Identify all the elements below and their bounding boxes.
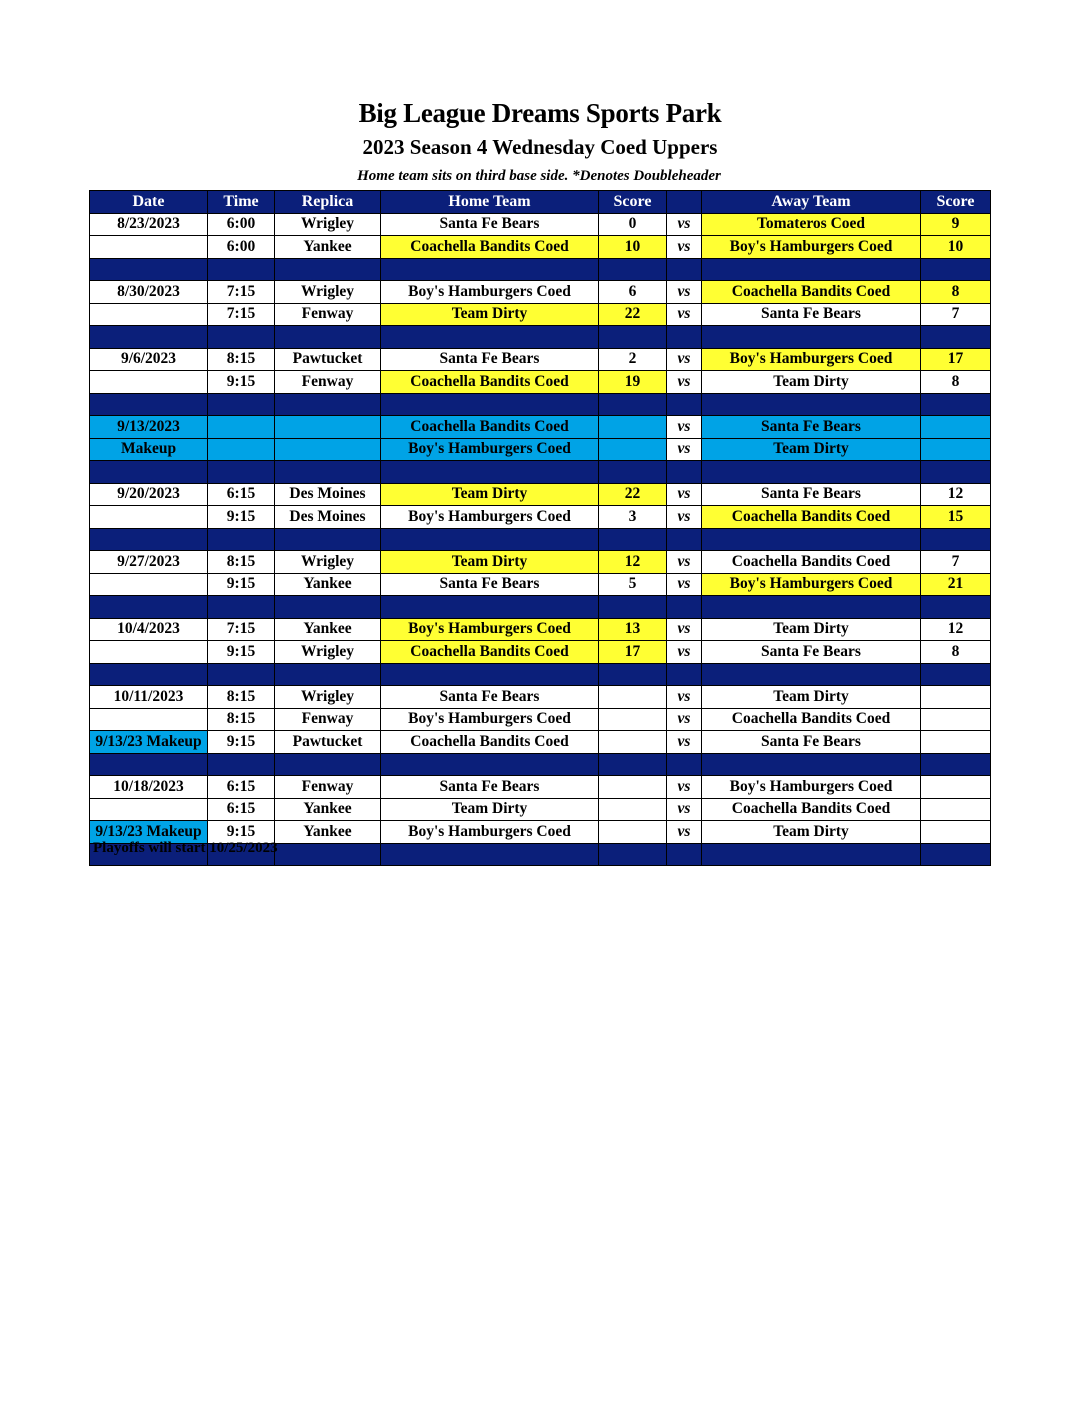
away-score-cell: 10 [921, 236, 991, 259]
home-score-cell: 22 [599, 303, 667, 326]
vs-cell: vs [667, 213, 702, 236]
separator-cell [208, 663, 275, 686]
home-score-cell [599, 731, 667, 754]
time-cell [208, 438, 275, 461]
game-row [90, 281, 991, 304]
date-cell: 9/13/23 Makeup [90, 821, 208, 844]
vs-cell: vs [667, 506, 702, 529]
date-cell [90, 708, 208, 731]
game-row [90, 506, 991, 529]
game-row [90, 348, 991, 371]
col-header-away-team: Away Team [702, 191, 921, 214]
replica-cell: Pawtucket [275, 731, 381, 754]
separator-cell [667, 461, 702, 484]
col-header-vs [667, 191, 702, 214]
home-team-cell: Team Dirty [381, 798, 599, 821]
separator-cell [667, 753, 702, 776]
replica-cell: Yankee [275, 618, 381, 641]
separator-cell [921, 663, 991, 686]
col-header-away-score: Score [921, 191, 991, 214]
away-score-cell: 9 [921, 213, 991, 236]
date-cell: 9/27/2023 [90, 551, 208, 574]
date-cell [90, 506, 208, 529]
home-score-cell [599, 776, 667, 799]
separator-cell [702, 326, 921, 349]
home-score-cell: 10 [599, 236, 667, 259]
replica-cell: Wrigley [275, 686, 381, 709]
away-team-cell: Team Dirty [702, 821, 921, 844]
separator-cell [90, 326, 208, 349]
separator-cell [702, 528, 921, 551]
separator-cell [381, 843, 599, 866]
separator-cell [381, 753, 599, 776]
vs-cell: vs [667, 551, 702, 574]
home-team-cell: Santa Fe Bears [381, 348, 599, 371]
separator-cell [90, 528, 208, 551]
separator-cell [208, 326, 275, 349]
away-team-cell: Santa Fe Bears [702, 731, 921, 754]
away-score-cell: 12 [921, 618, 991, 641]
home-score-cell [599, 416, 667, 439]
replica-cell: Yankee [275, 573, 381, 596]
away-team-cell: Boy's Hamburgers Coed [702, 236, 921, 259]
separator-cell [90, 461, 208, 484]
home-team-cell: Santa Fe Bears [381, 573, 599, 596]
separator-cell [275, 461, 381, 484]
separator-cell [921, 596, 991, 619]
replica-cell: Yankee [275, 798, 381, 821]
home-score-cell [599, 798, 667, 821]
separator-cell [667, 393, 702, 416]
replica-cell: Wrigley [275, 213, 381, 236]
home-team-cell: Boy's Hamburgers Coed [381, 821, 599, 844]
away-score-cell [921, 821, 991, 844]
schedule-note: Home team sits on third base side. *Denotes Doubleheader [357, 168, 721, 184]
home-team-cell: Coachella Bandits Coed [381, 641, 599, 664]
home-score-cell: 22 [599, 483, 667, 506]
away-score-cell [921, 438, 991, 461]
away-score-cell [921, 798, 991, 821]
playoffs-note: Playoffs will start 10/25/2023 [93, 840, 278, 856]
separator-cell [275, 326, 381, 349]
away-team-cell: Team Dirty [702, 438, 921, 461]
separator-cell [921, 753, 991, 776]
home-score-cell [599, 438, 667, 461]
away-team-cell: Coachella Bandits Coed [702, 281, 921, 304]
date-cell: 9/6/2023 [90, 348, 208, 371]
separator-cell [381, 326, 599, 349]
col-header-home-score: Score [599, 191, 667, 214]
separator-cell [599, 753, 667, 776]
separator-cell [921, 528, 991, 551]
away-score-cell: 7 [921, 303, 991, 326]
time-cell: 9:15 [208, 573, 275, 596]
game-row [90, 213, 991, 236]
date-cell [90, 573, 208, 596]
separator-row [90, 663, 991, 686]
away-team-cell: Santa Fe Bears [702, 303, 921, 326]
home-score-cell: 2 [599, 348, 667, 371]
separator-cell [599, 393, 667, 416]
separator-cell [702, 753, 921, 776]
time-cell: 8:15 [208, 348, 275, 371]
time-cell: 9:15 [208, 641, 275, 664]
time-cell: 7:15 [208, 303, 275, 326]
separator-cell [275, 596, 381, 619]
separator-row [90, 596, 991, 619]
home-team-cell: Coachella Bandits Coed [381, 236, 599, 259]
separator-cell [921, 843, 991, 866]
page-title: Big League Dreams Sports Park [358, 98, 722, 128]
replica-cell: Wrigley [275, 281, 381, 304]
replica-cell: Des Moines [275, 483, 381, 506]
time-cell: 7:15 [208, 618, 275, 641]
separator-cell [90, 663, 208, 686]
vs-cell: vs [667, 731, 702, 754]
vs-cell: vs [667, 348, 702, 371]
time-cell: 8:15 [208, 708, 275, 731]
home-team-cell: Boy's Hamburgers Coed [381, 438, 599, 461]
separator-cell [921, 326, 991, 349]
separator-cell [599, 596, 667, 619]
separator-cell [208, 258, 275, 281]
separator-cell [275, 753, 381, 776]
vs-cell: vs [667, 371, 702, 394]
date-cell: 10/4/2023 [90, 618, 208, 641]
home-team-cell: Boy's Hamburgers Coed [381, 618, 599, 641]
home-score-cell [599, 686, 667, 709]
time-cell: 7:15 [208, 281, 275, 304]
separator-cell [702, 461, 921, 484]
away-score-cell: 8 [921, 281, 991, 304]
home-team-cell: Boy's Hamburgers Coed [381, 281, 599, 304]
home-team-cell: Team Dirty [381, 303, 599, 326]
separator-cell [90, 596, 208, 619]
away-team-cell: Coachella Bandits Coed [702, 798, 921, 821]
separator-cell [921, 258, 991, 281]
away-score-cell [921, 776, 991, 799]
separator-cell [90, 393, 208, 416]
separator-cell [599, 528, 667, 551]
game-row [90, 708, 991, 731]
separator-cell [275, 258, 381, 281]
separator-cell [208, 461, 275, 484]
separator-cell [599, 663, 667, 686]
game-row [90, 236, 991, 259]
home-team-cell: Boy's Hamburgers Coed [381, 506, 599, 529]
away-score-cell: 7 [921, 551, 991, 574]
vs-cell: vs [667, 281, 702, 304]
away-team-cell: Coachella Bandits Coed [702, 708, 921, 731]
away-team-cell: Santa Fe Bears [702, 641, 921, 664]
separator-cell [667, 663, 702, 686]
home-score-cell: 5 [599, 573, 667, 596]
separator-cell [381, 258, 599, 281]
vs-cell: vs [667, 303, 702, 326]
time-cell: 8:15 [208, 686, 275, 709]
away-team-cell: Santa Fe Bears [702, 416, 921, 439]
date-cell: 8/30/2023 [90, 281, 208, 304]
separator-row [90, 461, 991, 484]
vs-cell: vs [667, 483, 702, 506]
separator-cell [275, 393, 381, 416]
separator-cell [702, 843, 921, 866]
separator-cell [208, 528, 275, 551]
separator-cell [275, 843, 381, 866]
home-team-cell: Coachella Bandits Coed [381, 371, 599, 394]
replica-cell: Fenway [275, 776, 381, 799]
game-row [90, 618, 991, 641]
replica-cell: Wrigley [275, 641, 381, 664]
replica-cell: Fenway [275, 708, 381, 731]
away-score-cell: 12 [921, 483, 991, 506]
date-cell: 10/11/2023 [90, 686, 208, 709]
home-team-cell: Santa Fe Bears [381, 213, 599, 236]
vs-cell: vs [667, 416, 702, 439]
col-header-replica: Replica [275, 191, 381, 214]
game-row [90, 641, 991, 664]
separator-cell [702, 258, 921, 281]
separator-cell [381, 663, 599, 686]
replica-cell [275, 438, 381, 461]
vs-cell: vs [667, 798, 702, 821]
schedule-body [90, 213, 991, 866]
away-score-cell [921, 686, 991, 709]
date-cell: 10/18/2023 [90, 776, 208, 799]
date-cell [90, 641, 208, 664]
separator-cell [381, 596, 599, 619]
home-team-cell: Team Dirty [381, 483, 599, 506]
replica-cell [275, 416, 381, 439]
replica-cell: Wrigley [275, 551, 381, 574]
game-row [90, 686, 991, 709]
header-row [90, 191, 991, 214]
date-cell: Makeup [90, 438, 208, 461]
home-score-cell [599, 821, 667, 844]
separator-cell [702, 393, 921, 416]
away-team-cell: Coachella Bandits Coed [702, 551, 921, 574]
away-score-cell: 8 [921, 371, 991, 394]
home-team-cell: Coachella Bandits Coed [381, 731, 599, 754]
away-score-cell: 15 [921, 506, 991, 529]
game-row [90, 731, 991, 754]
separator-cell [90, 258, 208, 281]
vs-cell: vs [667, 708, 702, 731]
home-score-cell: 0 [599, 213, 667, 236]
vs-cell: vs [667, 573, 702, 596]
time-cell: 6:15 [208, 776, 275, 799]
away-score-cell [921, 416, 991, 439]
separator-cell [667, 258, 702, 281]
separator-row [90, 326, 991, 349]
away-score-cell: 17 [921, 348, 991, 371]
away-team-cell: Team Dirty [702, 371, 921, 394]
separator-cell [667, 596, 702, 619]
home-team-cell: Boy's Hamburgers Coed [381, 708, 599, 731]
vs-cell: vs [667, 618, 702, 641]
separator-cell [921, 461, 991, 484]
game-row [90, 551, 991, 574]
away-team-cell: Tomateros Coed [702, 213, 921, 236]
separator-cell [381, 528, 599, 551]
game-row [90, 371, 991, 394]
away-team-cell: Team Dirty [702, 686, 921, 709]
time-cell: 6:00 [208, 236, 275, 259]
separator-cell [599, 461, 667, 484]
time-cell: 8:15 [208, 551, 275, 574]
away-team-cell: Boy's Hamburgers Coed [702, 573, 921, 596]
away-score-cell [921, 731, 991, 754]
game-row [90, 573, 991, 596]
separator-row [90, 528, 991, 551]
separator-cell [921, 393, 991, 416]
game-row [90, 303, 991, 326]
home-team-cell: Santa Fe Bears [381, 686, 599, 709]
replica-cell: Des Moines [275, 506, 381, 529]
home-score-cell: 13 [599, 618, 667, 641]
separator-cell [381, 393, 599, 416]
separator-row [90, 258, 991, 281]
vs-cell: vs [667, 686, 702, 709]
vs-cell: vs [667, 776, 702, 799]
home-team-cell: Santa Fe Bears [381, 776, 599, 799]
date-cell [90, 303, 208, 326]
away-team-cell: Team Dirty [702, 618, 921, 641]
away-team-cell: Coachella Bandits Coed [702, 506, 921, 529]
time-cell: 9:15 [208, 506, 275, 529]
away-team-cell: Boy's Hamburgers Coed [702, 348, 921, 371]
separator-cell [667, 843, 702, 866]
time-cell: 6:15 [208, 483, 275, 506]
away-team-cell: Boy's Hamburgers Coed [702, 776, 921, 799]
time-cell: 6:15 [208, 798, 275, 821]
vs-cell: vs [667, 236, 702, 259]
col-header-home-team: Home Team [381, 191, 599, 214]
separator-cell [599, 843, 667, 866]
replica-cell: Fenway [275, 371, 381, 394]
separator-cell [381, 461, 599, 484]
replica-cell: Pawtucket [275, 348, 381, 371]
away-team-cell: Santa Fe Bears [702, 483, 921, 506]
date-cell [90, 798, 208, 821]
separator-row [90, 393, 991, 416]
separator-cell [599, 258, 667, 281]
separator-cell [208, 393, 275, 416]
game-row [90, 483, 991, 506]
time-cell [208, 416, 275, 439]
date-cell: 8/23/2023 [90, 213, 208, 236]
replica-cell: Yankee [275, 236, 381, 259]
separator-cell [702, 663, 921, 686]
time-cell: 6:00 [208, 213, 275, 236]
time-cell: 9:15 [208, 821, 275, 844]
date-cell [90, 236, 208, 259]
replica-cell: Yankee [275, 821, 381, 844]
separator-cell [208, 596, 275, 619]
vs-cell: vs [667, 438, 702, 461]
schedule-table [89, 190, 991, 866]
separator-cell [599, 326, 667, 349]
time-cell: 9:15 [208, 371, 275, 394]
game-row [90, 438, 991, 461]
col-header-date: Date [90, 191, 208, 214]
game-row [90, 416, 991, 439]
separator-cell [90, 753, 208, 776]
date-cell: 9/20/2023 [90, 483, 208, 506]
home-score-cell: 12 [599, 551, 667, 574]
vs-cell: vs [667, 641, 702, 664]
home-score-cell: 3 [599, 506, 667, 529]
separator-cell [667, 326, 702, 349]
separator-cell [667, 528, 702, 551]
home-team-cell: Team Dirty [381, 551, 599, 574]
separator-cell [208, 753, 275, 776]
time-cell: 9:15 [208, 731, 275, 754]
home-score-cell: 19 [599, 371, 667, 394]
home-score-cell: 6 [599, 281, 667, 304]
date-cell [90, 371, 208, 394]
away-score-cell [921, 708, 991, 731]
vs-cell: vs [667, 821, 702, 844]
replica-cell: Fenway [275, 303, 381, 326]
date-cell: 9/13/2023 [90, 416, 208, 439]
home-score-cell [599, 708, 667, 731]
home-team-cell: Coachella Bandits Coed [381, 416, 599, 439]
away-score-cell: 8 [921, 641, 991, 664]
home-score-cell: 17 [599, 641, 667, 664]
page-subtitle: 2023 Season 4 Wednesday Coed Uppers [362, 135, 718, 159]
away-score-cell: 21 [921, 573, 991, 596]
col-header-time: Time [208, 191, 275, 214]
date-cell: 9/13/23 Makeup [90, 731, 208, 754]
game-row [90, 776, 991, 799]
game-row [90, 798, 991, 821]
separator-cell [275, 528, 381, 551]
separator-cell [702, 596, 921, 619]
separator-cell [275, 663, 381, 686]
separator-row [90, 753, 991, 776]
